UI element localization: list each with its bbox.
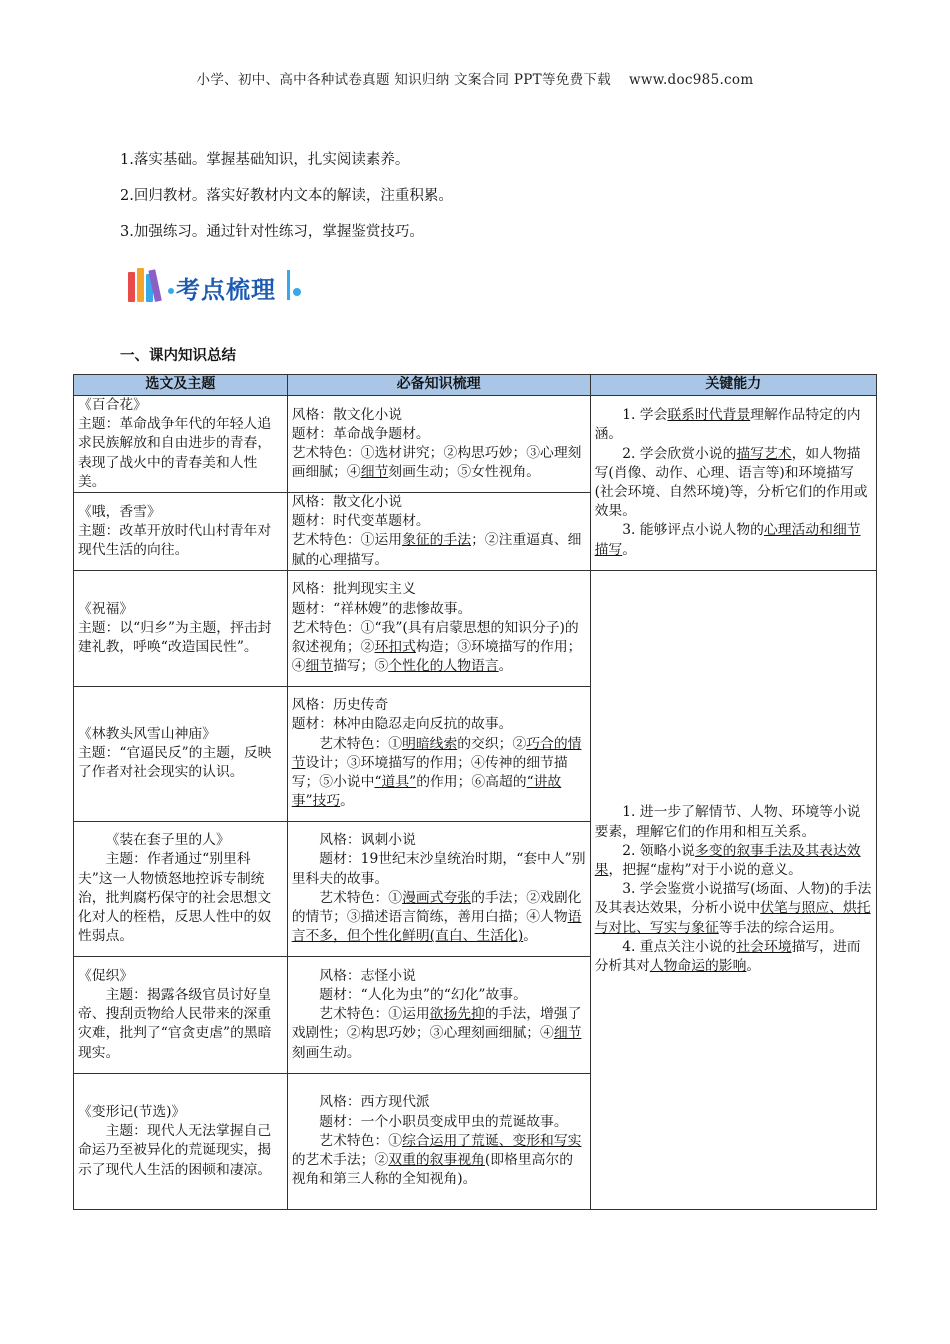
knowledge-table <box>73 374 877 1210</box>
goals-list <box>120 150 453 258</box>
key-ability-cell <box>590 396 876 571</box>
style-line: 风格：历史传奇 <box>291 697 389 714</box>
work-title: 《促织》 <box>78 967 134 984</box>
subject-line: 题材：“祥林嫂”的悲惨故事。 <box>291 600 472 617</box>
work-title: 《林教头风雪山神庙》 <box>78 726 216 743</box>
style-line: 风格：讽刺小说 <box>319 832 416 849</box>
work-title: 《哦，香雪》 <box>78 503 161 520</box>
dot-icon <box>168 288 174 294</box>
goal-item: 2.回归教材。落实好教材内文本的解读，注重积累。 <box>120 188 453 204</box>
work-cell <box>74 396 288 493</box>
work-theme: 主题：作者通过“别里科夫”这一人物愤怒地控诉专制统治，批判腐朽保守的社会思想文化对人的桎梏，反思人性中的奴性弱点。 <box>78 851 272 945</box>
subject-line: 题材：一个小职员变成甲虫的荒诞故事。 <box>319 1113 568 1130</box>
ability-item: 2. 领略小说多变的叙事手法及其表达效果，把握“虚构”对于小说的意义。 <box>594 842 861 879</box>
work-title: 《装在套子里的人》 <box>105 832 230 849</box>
work-theme: 主题：现代人无法掌握自己命运乃至被异化的荒诞现实，揭示了现代人生活的困顿和凄凉。 <box>78 1123 272 1178</box>
features-line: 艺术特色：①漫画式夸张的手法；②戏剧化的情节；③描述语言简练，善用白描；④人物语言不多，但个性化鲜明(直白、生活化)。 <box>291 889 582 945</box>
section-logo <box>128 262 308 310</box>
features-line: 艺术特色：①“我”(具有启蒙思想的知识分子)的叙述视角；②环扣式构造；③环境描写的作用；④细节描写；⑤个性化的人物语言。 <box>291 619 582 675</box>
work-title: 《变形记(节选)》 <box>78 1103 186 1120</box>
style-line: 风格：批判现实主义 <box>291 581 416 598</box>
subject-line: 题材：林冲由隐忍走向反抗的故事。 <box>291 716 513 733</box>
work-cell <box>74 686 288 821</box>
goal-item: 1.落实基础。掌握基础知识，扎实阅读素养。 <box>120 152 410 168</box>
table-row <box>74 570 877 686</box>
knowledge-cell <box>287 396 590 493</box>
knowledge-cell <box>287 821 590 956</box>
ability-item: 1. 进一步了解情节、人物、环境等小说要素，理解它们的作用和相互关系。 <box>594 804 861 840</box>
header-text: 小学、初中、高中各种试卷真题 知识归纳 文案合同 PPT等免费下载 <box>196 72 611 88</box>
key-ability-cell <box>590 570 876 1209</box>
books-icon <box>128 266 172 302</box>
column-header: 关键能力 <box>590 375 876 396</box>
subject-line: 题材：时代变革题材。 <box>291 513 430 530</box>
knowledge-cell <box>287 570 590 686</box>
column-header: 选文及主题 <box>74 375 288 396</box>
knowledge-cell <box>287 956 590 1073</box>
features-line: 艺术特色：①选材讲究；②构思巧妙；③心理刻画细腻；④细节刻画生动；⑤女性视角。 <box>291 445 582 481</box>
dot-icon <box>293 288 301 296</box>
work-cell <box>74 493 288 571</box>
ability-item: 1. 学会联系时代背景理解作品特定的内涵。 <box>594 407 861 443</box>
work-theme: 主题：改革开放时代山村青年对现代生活的向往。 <box>78 522 272 559</box>
features-line: 艺术特色：①运用欲扬先抑的手法，增强了戏剧性；②构思巧妙；③心理刻画细腻；④细节刻画生动。 <box>291 1006 582 1061</box>
knowledge-cell <box>287 1073 590 1209</box>
logo-title: 考点梳理 <box>176 276 276 304</box>
bar-decoration <box>287 270 290 300</box>
ability-item: 4. 重点关注小说的社会环境描写，进而分析其对人物命运的影响。 <box>594 938 861 975</box>
knowledge-cell <box>287 493 590 571</box>
ability-item: 3. 能够评点小说人物的心理活动和细节描写。 <box>594 522 861 558</box>
table-header-row <box>74 375 877 396</box>
work-cell <box>74 821 288 956</box>
work-theme: 主题：革命战争年代的年轻人追求民族解放和自由进步的青春，表现了战火中的青春美和人性美。 <box>78 416 272 490</box>
goal-item: 3.加强练习。通过针对性练习，掌握鉴赏技巧。 <box>120 224 424 240</box>
column-header: 必备知识梳理 <box>287 375 590 396</box>
style-line: 风格：散文化小说 <box>291 494 403 511</box>
features-line: 艺术特色：①综合运用了荒诞、变形和写实的艺术手法；②双重的叙事视角(即格里高尔的视角和第三人称的全知视角)。 <box>291 1132 582 1188</box>
subject-line: 题材：革命战争题材。 <box>291 425 430 442</box>
work-title: 《百合花》 <box>78 397 147 413</box>
work-theme: 主题：以“归乡”为主题，抨击封建礼教，呼唤“改造国民性”。 <box>78 619 272 655</box>
work-title: 《祝福》 <box>78 600 134 617</box>
work-cell <box>74 570 288 686</box>
work-theme: 主题：“官逼民反”的主题，反映了作者对社会现实的认识。 <box>78 745 272 781</box>
ability-item: 3. 学会鉴赏小说描写(场面、人物)的手法及其表达效果，分析小说中伏笔与照应、烘托与对比、写实与象征等手法的综合运用。 <box>594 881 872 936</box>
knowledge-cell <box>287 686 590 821</box>
work-cell <box>74 1073 288 1209</box>
style-line: 风格：西方现代派 <box>319 1094 430 1111</box>
work-cell <box>74 956 288 1073</box>
header-url[interactable]: www.doc985.com <box>629 72 754 88</box>
features-line: 艺术特色：①明暗线索的交织；②巧合的情节设计；③环境描写的作用；④传神的细节描写；⑤小说中“道具”的作用；⑥高超的“讲故事”技巧。 <box>291 735 582 810</box>
subject-line: 题材：“人化为虫”的“幻化”故事。 <box>319 987 527 1004</box>
table-row <box>74 396 877 493</box>
page-header <box>0 68 950 88</box>
style-line: 风格：志怪小说 <box>319 967 416 984</box>
section-title: 一、课内知识总结 <box>120 348 236 364</box>
subject-line: 题材：19世纪末沙皇统治时期，“套中人”别里科夫的故事。 <box>291 851 586 887</box>
ability-item: 2. 学会欣赏小说的描写艺术，如人物描写(肖像、动作、心理、语言等)和环境描写(社会环境、自然环境)等，分析它们的作用或效果。 <box>594 445 868 520</box>
features-line: 艺术特色：①运用象征的手法；②注重逼真、细腻的心理描写。 <box>291 532 582 568</box>
work-theme: 主题：揭露各级官员讨好皇帝、搜刮贡物给人民带来的深重灾难，批判了“官贪吏虐”的黑暗现实。 <box>78 987 272 1061</box>
style-line: 风格：散文化小说 <box>291 406 403 423</box>
